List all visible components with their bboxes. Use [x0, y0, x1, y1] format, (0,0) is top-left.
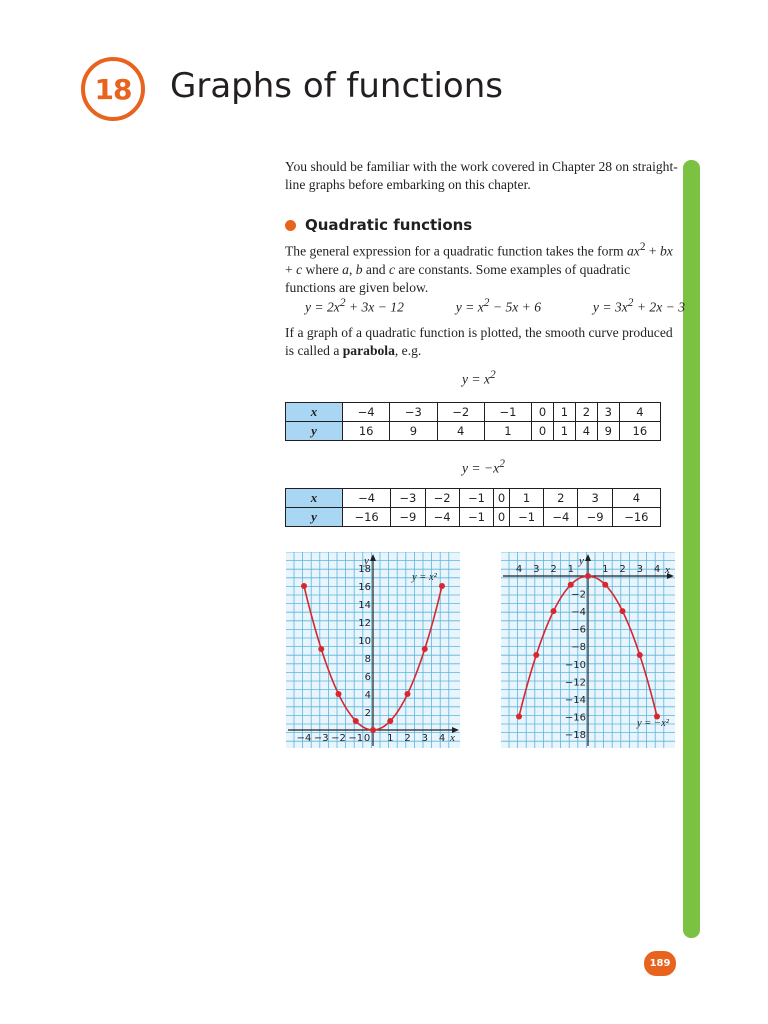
x-tick-label: 3 — [636, 564, 643, 575]
data-point — [533, 652, 539, 658]
table2-y-label: y — [286, 508, 343, 527]
table1-title: $y = x^2$ — [462, 369, 496, 387]
table1-y-cell: 1 — [553, 422, 575, 441]
y-tick-label: 16 — [358, 582, 371, 593]
data-point — [568, 582, 574, 588]
table2-y-cell: −4 — [544, 508, 578, 527]
table1-y-cell: 4 — [437, 422, 484, 441]
data-point — [353, 718, 359, 724]
table1-x-cell: −1 — [484, 403, 531, 422]
table1-x-cell: 2 — [575, 403, 597, 422]
x-axis-label: x — [450, 732, 455, 744]
table2-y-cell: −9 — [391, 508, 425, 527]
x-tick-label: −2 — [331, 733, 346, 744]
y-tick-label: −16 — [564, 712, 586, 724]
section-heading — [285, 216, 472, 234]
table2-y-cell: −4 — [425, 508, 459, 527]
data-point — [516, 713, 522, 719]
y-axis-label: y — [579, 555, 584, 567]
data-point — [318, 646, 324, 652]
table1-x-label: x — [286, 403, 343, 422]
table2-y-cell: −16 — [612, 508, 660, 527]
table1-x-cell: 1 — [553, 403, 575, 422]
y-tick-label: 10 — [358, 636, 371, 647]
y-tick-label: −18 — [564, 730, 586, 741]
x-tick-label: 1 — [567, 564, 574, 575]
y-tick-label: 14 — [358, 600, 371, 611]
y-tick-label: 2 — [364, 708, 371, 719]
x-tick-label: 2 — [619, 564, 626, 575]
data-point — [370, 727, 376, 733]
table2-x-cell: −4 — [343, 489, 391, 508]
table2-x-cell: −3 — [391, 489, 425, 508]
data-point — [602, 582, 608, 588]
table2-x-cell: −1 — [459, 489, 493, 508]
x-tick-label: −3 — [313, 733, 329, 744]
table1-x-cell: 3 — [597, 403, 619, 422]
y-tick-label: −12 — [564, 677, 586, 689]
table1-y-cell: 1 — [484, 422, 531, 441]
data-point — [620, 608, 626, 614]
y-tick-label: 8 — [364, 654, 371, 665]
table1-x-cell: −2 — [437, 403, 484, 422]
example-3: $y = 3x^2 + 2x - 3$ — [592, 297, 685, 315]
table1-x-cell: 0 — [532, 403, 554, 422]
graph-y-equals-x-squared — [286, 552, 460, 748]
table1-x-cell: −3 — [390, 403, 437, 422]
example-1: $y = 2x^2 + 3x - 12$ — [305, 297, 404, 315]
table1-y-cell: 0 — [532, 422, 554, 441]
table2-y-cell: −1 — [509, 508, 543, 527]
data-point — [422, 646, 428, 652]
bullet-icon — [285, 220, 296, 231]
x-tick-label: 1 — [602, 564, 609, 575]
table2-y-row — [286, 508, 661, 527]
x-tick-label: 1 — [387, 733, 394, 744]
section-heading-text: Quadratic functions — [305, 216, 473, 234]
table1-y-cell: 9 — [597, 422, 619, 441]
table2-title: $y = -x^2$ — [462, 458, 505, 476]
table2-y-cell: −9 — [578, 508, 612, 527]
y-tick-label: −4 — [571, 607, 586, 619]
x-tick-label: 3 — [421, 733, 428, 744]
table1-x-cell: 4 — [619, 403, 660, 422]
x-tick-label: 4 — [653, 564, 661, 575]
data-point — [551, 608, 557, 614]
x-tick-label: −4 — [296, 733, 312, 744]
data-point — [405, 691, 411, 697]
table2-x-cell: 2 — [544, 489, 578, 508]
chapter-title: Graphs of functions — [170, 66, 503, 106]
y-tick-label: −2 — [571, 589, 586, 601]
y-tick-label: 12 — [358, 618, 371, 629]
y-tick-label: −8 — [571, 642, 586, 654]
data-point — [637, 652, 643, 658]
table2-x-cell: 1 — [509, 489, 543, 508]
table1-x-row — [286, 403, 661, 422]
data-point — [336, 691, 342, 697]
y-tick-label: 4 — [364, 690, 371, 701]
y-tick-label: 18 — [358, 564, 371, 575]
x-tick-label: 2 — [404, 733, 411, 744]
x-tick-label: 4 — [438, 733, 446, 744]
chapter-number-badge — [81, 57, 145, 121]
table1-x-cell: −4 — [343, 403, 390, 422]
y-axis-label: y — [364, 555, 369, 567]
table1-y-label: y — [286, 422, 343, 441]
example-2: $y = x^2 - 5x + 6$ — [455, 297, 542, 315]
x-tick-label: 3 — [533, 564, 540, 575]
table1 — [285, 402, 661, 441]
y-tick-label: −10 — [564, 659, 586, 671]
table2 — [285, 488, 661, 527]
parabola-paragraph: If a graph of a quadratic function is plotted, the smooth curve produced is called a parabola, e.g. — [285, 325, 673, 358]
table2-x-cell: 4 — [612, 489, 660, 508]
page-number: 189 — [644, 951, 676, 976]
table1-y-cell: 16 — [343, 422, 390, 441]
table2-y-cell: −1 — [459, 508, 493, 527]
table1-y-cell: 16 — [619, 422, 660, 441]
data-point — [439, 583, 445, 589]
table2-x-label: x — [286, 489, 343, 508]
table2-y-cell: −16 — [343, 508, 391, 527]
table2-x-cell: 0 — [494, 489, 510, 508]
y-tick-label: −6 — [571, 624, 586, 636]
chapter-number: 18 — [94, 72, 132, 106]
x-axis-label: x — [665, 564, 670, 576]
curve-label: y = x² — [412, 572, 437, 583]
y-tick-label: 6 — [364, 672, 371, 683]
intro-paragraph: You should be familiar with the work covered in Chapter 28 on straight-line graphs before embarking on this chapter. — [285, 159, 678, 192]
x-tick-label: −1 — [348, 733, 364, 744]
table2-x-row — [286, 489, 661, 508]
margin-bar — [683, 160, 700, 938]
origin-label: 0 — [363, 733, 371, 744]
table2-y-cell: 0 — [494, 508, 510, 527]
general-expression-paragraph: The general expression for a quadratic function takes the form $ax^2$ + bx + c where a, b and c are constants. Some examples of quadratic functions are given below. — [285, 241, 673, 295]
x-tick-label: 4 — [515, 564, 523, 575]
data-point — [585, 573, 591, 579]
graph-y-equals-minus-x-squared — [501, 552, 675, 748]
table1-y-row — [286, 422, 661, 441]
data-point — [301, 583, 307, 589]
table1-y-cell: 4 — [575, 422, 597, 441]
curve-label: y = −x² — [637, 718, 669, 729]
table2-x-cell: −2 — [425, 489, 459, 508]
table2-x-cell: 3 — [578, 489, 612, 508]
table1-y-cell: 9 — [390, 422, 437, 441]
x-tick-label: 2 — [550, 564, 557, 575]
y-tick-label: −14 — [564, 694, 586, 706]
data-point — [387, 718, 393, 724]
examples-row — [305, 297, 685, 316]
